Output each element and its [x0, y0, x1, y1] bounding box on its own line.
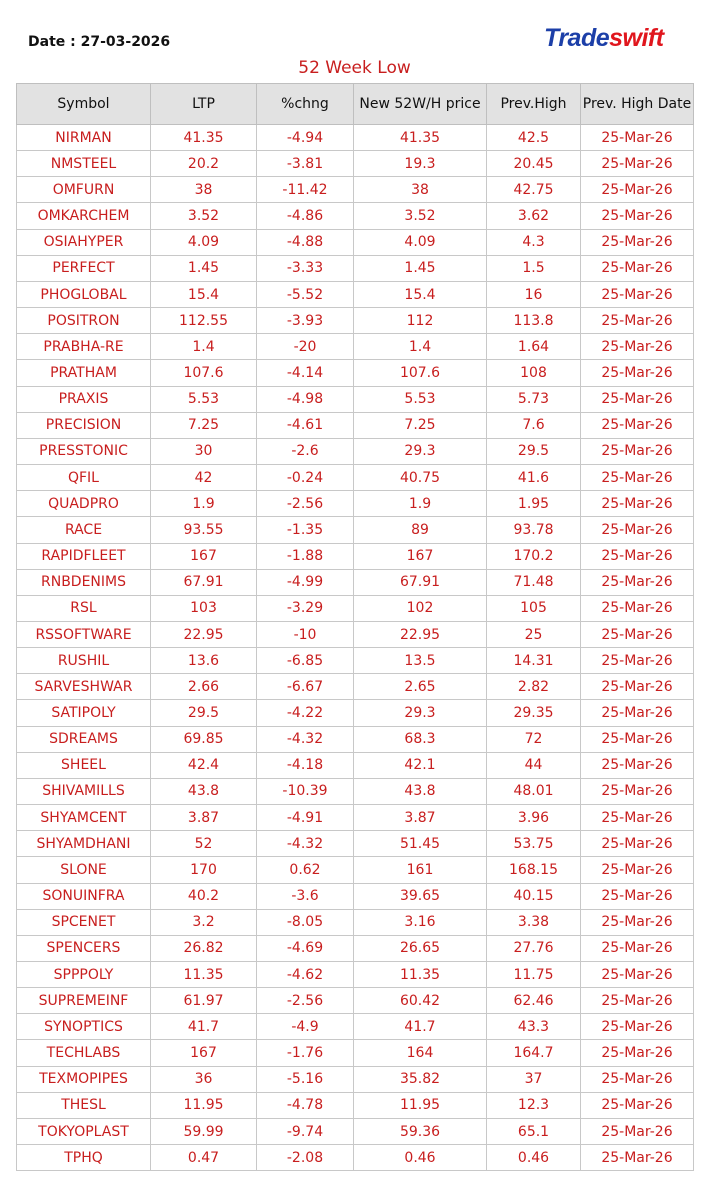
cell-prev-high-date: 25-Mar-26 — [581, 726, 694, 752]
cell-ltp: 43.8 — [151, 778, 257, 804]
cell-symbol: SHYAMCENT — [17, 805, 151, 831]
cell-prev-high-date: 25-Mar-26 — [581, 857, 694, 883]
cell-new-52w-price: 43.8 — [354, 778, 487, 804]
cell-ltp: 1.45 — [151, 255, 257, 281]
cell-symbol: TEXMOPIPES — [17, 1066, 151, 1092]
cell-prev-high: 42.75 — [487, 177, 581, 203]
cell-prev-high-date: 25-Mar-26 — [581, 543, 694, 569]
cell-symbol: NIRMAN — [17, 125, 151, 151]
cell-ltp: 15.4 — [151, 281, 257, 307]
cell-prev-high: 7.6 — [487, 412, 581, 438]
cell-new-52w-price: 40.75 — [354, 465, 487, 491]
cell-prev-high-date: 25-Mar-26 — [581, 203, 694, 229]
cell-prev-high: 168.15 — [487, 857, 581, 883]
cell-new-52w-price: 29.3 — [354, 438, 487, 464]
cell-prev-high: 27.76 — [487, 935, 581, 961]
table-row — [17, 125, 694, 151]
cell-ltp: 103 — [151, 595, 257, 621]
cell-new-52w-price: 68.3 — [354, 726, 487, 752]
cell-change: -3.6 — [257, 883, 354, 909]
table-row — [17, 778, 694, 804]
cell-change: -10.39 — [257, 778, 354, 804]
cell-change: -4.62 — [257, 962, 354, 988]
cell-prev-high-date: 25-Mar-26 — [581, 621, 694, 647]
cell-prev-high-date: 25-Mar-26 — [581, 778, 694, 804]
cell-change: -4.78 — [257, 1092, 354, 1118]
cell-change: -2.08 — [257, 1145, 354, 1171]
cell-prev-high: 1.5 — [487, 255, 581, 281]
cell-prev-high: 5.73 — [487, 386, 581, 412]
logo-trade: Trade — [544, 24, 610, 52]
cell-new-52w-price: 167 — [354, 543, 487, 569]
cell-new-52w-price: 13.5 — [354, 648, 487, 674]
cell-symbol: OSIAHYPER — [17, 229, 151, 255]
cell-change: -9.74 — [257, 1118, 354, 1144]
cell-change: -2.56 — [257, 491, 354, 517]
table-row — [17, 1040, 694, 1066]
cell-ltp: 112.55 — [151, 308, 257, 334]
cell-prev-high-date: 25-Mar-26 — [581, 229, 694, 255]
cell-symbol: TOKYOPLAST — [17, 1118, 151, 1144]
cell-ltp: 3.87 — [151, 805, 257, 831]
table-row — [17, 700, 694, 726]
cell-prev-high: 3.38 — [487, 909, 581, 935]
table-row — [17, 857, 694, 883]
cell-new-52w-price: 41.7 — [354, 1014, 487, 1040]
cell-change: -4.14 — [257, 360, 354, 386]
cell-prev-high-date: 25-Mar-26 — [581, 1040, 694, 1066]
column-header-new-52w-price: New 52W/H price — [354, 84, 487, 125]
tradeswift-logo — [544, 24, 664, 53]
cell-new-52w-price: 51.45 — [354, 831, 487, 857]
cell-prev-high: 11.75 — [487, 962, 581, 988]
cell-symbol: SUPREMEINF — [17, 988, 151, 1014]
cell-ltp: 170 — [151, 857, 257, 883]
table-row — [17, 203, 694, 229]
cell-change: -4.69 — [257, 935, 354, 961]
cell-symbol: QUADPRO — [17, 491, 151, 517]
cell-new-52w-price: 38 — [354, 177, 487, 203]
table-row — [17, 386, 694, 412]
cell-change: -3.81 — [257, 151, 354, 177]
cell-prev-high: 2.82 — [487, 674, 581, 700]
cell-prev-high: 25 — [487, 621, 581, 647]
cell-prev-high-date: 25-Mar-26 — [581, 151, 694, 177]
column-header-change: %chng — [257, 84, 354, 125]
cell-ltp: 167 — [151, 543, 257, 569]
cell-symbol: RUSHIL — [17, 648, 151, 674]
cell-symbol: PRESSTONIC — [17, 438, 151, 464]
cell-prev-high: 93.78 — [487, 517, 581, 543]
cell-ltp: 29.5 — [151, 700, 257, 726]
cell-prev-high: 29.35 — [487, 700, 581, 726]
table-body — [17, 125, 694, 1171]
cell-prev-high-date: 25-Mar-26 — [581, 1118, 694, 1144]
cell-prev-high: 16 — [487, 281, 581, 307]
cell-change: -10 — [257, 621, 354, 647]
cell-new-52w-price: 161 — [354, 857, 487, 883]
cell-change: -4.91 — [257, 805, 354, 831]
cell-ltp: 13.6 — [151, 648, 257, 674]
cell-change: -4.18 — [257, 752, 354, 778]
cell-symbol: SYNOPTICS — [17, 1014, 151, 1040]
cell-new-52w-price: 41.35 — [354, 125, 487, 151]
cell-change: -5.52 — [257, 281, 354, 307]
table-row — [17, 334, 694, 360]
table-row — [17, 1014, 694, 1040]
cell-new-52w-price: 1.4 — [354, 334, 487, 360]
report-date: Date : 27-03-2026 — [28, 34, 171, 50]
cell-prev-high: 3.62 — [487, 203, 581, 229]
cell-new-52w-price: 1.9 — [354, 491, 487, 517]
cell-ltp: 1.9 — [151, 491, 257, 517]
cell-prev-high: 42.5 — [487, 125, 581, 151]
cell-prev-high: 3.96 — [487, 805, 581, 831]
cell-change: -4.94 — [257, 125, 354, 151]
cell-ltp: 7.25 — [151, 412, 257, 438]
cell-symbol: RNBDENIMS — [17, 569, 151, 595]
cell-new-52w-price: 102 — [354, 595, 487, 621]
cell-prev-high: 53.75 — [487, 831, 581, 857]
cell-change: -4.88 — [257, 229, 354, 255]
cell-ltp: 40.2 — [151, 883, 257, 909]
cell-symbol: THESL — [17, 1092, 151, 1118]
column-header-ltp: LTP — [151, 84, 257, 125]
week-low-table — [16, 83, 694, 1171]
cell-prev-high-date: 25-Mar-26 — [581, 1092, 694, 1118]
cell-new-52w-price: 19.3 — [354, 151, 487, 177]
cell-change: -6.67 — [257, 674, 354, 700]
cell-prev-high: 20.45 — [487, 151, 581, 177]
cell-prev-high-date: 25-Mar-26 — [581, 831, 694, 857]
cell-ltp: 0.47 — [151, 1145, 257, 1171]
cell-change: -4.61 — [257, 412, 354, 438]
cell-prev-high: 113.8 — [487, 308, 581, 334]
cell-ltp: 20.2 — [151, 151, 257, 177]
cell-symbol: SHEEL — [17, 752, 151, 778]
cell-new-52w-price: 59.36 — [354, 1118, 487, 1144]
cell-symbol: QFIL — [17, 465, 151, 491]
cell-prev-high-date: 25-Mar-26 — [581, 438, 694, 464]
cell-prev-high-date: 25-Mar-26 — [581, 517, 694, 543]
cell-ltp: 1.4 — [151, 334, 257, 360]
cell-symbol: SHIVAMILLS — [17, 778, 151, 804]
cell-prev-high: 105 — [487, 595, 581, 621]
cell-symbol: SPPPOLY — [17, 962, 151, 988]
cell-symbol: OMKARCHEM — [17, 203, 151, 229]
cell-new-52w-price: 3.52 — [354, 203, 487, 229]
cell-ltp: 11.95 — [151, 1092, 257, 1118]
cell-change: -20 — [257, 334, 354, 360]
cell-symbol: TPHQ — [17, 1145, 151, 1171]
cell-ltp: 167 — [151, 1040, 257, 1066]
cell-symbol: RACE — [17, 517, 151, 543]
cell-prev-high: 41.6 — [487, 465, 581, 491]
cell-new-52w-price: 11.35 — [354, 962, 487, 988]
cell-symbol: RSSOFTWARE — [17, 621, 151, 647]
cell-new-52w-price: 39.65 — [354, 883, 487, 909]
cell-prev-high: 170.2 — [487, 543, 581, 569]
cell-ltp: 52 — [151, 831, 257, 857]
table-row — [17, 177, 694, 203]
cell-change: -2.6 — [257, 438, 354, 464]
cell-ltp: 59.99 — [151, 1118, 257, 1144]
cell-prev-high: 164.7 — [487, 1040, 581, 1066]
table-row — [17, 281, 694, 307]
cell-symbol: PRECISION — [17, 412, 151, 438]
cell-new-52w-price: 4.09 — [354, 229, 487, 255]
table-row — [17, 517, 694, 543]
cell-ltp: 26.82 — [151, 935, 257, 961]
cell-prev-high: 72 — [487, 726, 581, 752]
cell-prev-high-date: 25-Mar-26 — [581, 1014, 694, 1040]
cell-prev-high-date: 25-Mar-26 — [581, 988, 694, 1014]
column-header-prev-high-date: Prev. High Date — [581, 84, 694, 125]
cell-change: -4.9 — [257, 1014, 354, 1040]
cell-prev-high-date: 25-Mar-26 — [581, 648, 694, 674]
table-row — [17, 412, 694, 438]
table-header-row — [17, 84, 694, 125]
cell-new-52w-price: 107.6 — [354, 360, 487, 386]
cell-ltp: 11.35 — [151, 962, 257, 988]
cell-prev-high-date: 25-Mar-26 — [581, 595, 694, 621]
cell-symbol: POSITRON — [17, 308, 151, 334]
table-row — [17, 752, 694, 778]
cell-change: -4.22 — [257, 700, 354, 726]
table-row — [17, 962, 694, 988]
cell-new-52w-price: 112 — [354, 308, 487, 334]
cell-new-52w-price: 67.91 — [354, 569, 487, 595]
cell-symbol: SARVESHWAR — [17, 674, 151, 700]
cell-ltp: 42 — [151, 465, 257, 491]
cell-change: -11.42 — [257, 177, 354, 203]
cell-ltp: 38 — [151, 177, 257, 203]
cell-symbol: SPCENET — [17, 909, 151, 935]
cell-prev-high: 29.5 — [487, 438, 581, 464]
cell-prev-high: 108 — [487, 360, 581, 386]
cell-ltp: 22.95 — [151, 621, 257, 647]
cell-prev-high: 0.46 — [487, 1145, 581, 1171]
cell-prev-high: 12.3 — [487, 1092, 581, 1118]
cell-new-52w-price: 7.25 — [354, 412, 487, 438]
cell-change: -1.88 — [257, 543, 354, 569]
cell-prev-high-date: 25-Mar-26 — [581, 752, 694, 778]
cell-prev-high-date: 25-Mar-26 — [581, 334, 694, 360]
table-row — [17, 465, 694, 491]
cell-symbol: PRAXIS — [17, 386, 151, 412]
cell-change: -3.33 — [257, 255, 354, 281]
cell-change: -1.76 — [257, 1040, 354, 1066]
cell-prev-high: 48.01 — [487, 778, 581, 804]
cell-prev-high-date: 25-Mar-26 — [581, 962, 694, 988]
cell-new-52w-price: 89 — [354, 517, 487, 543]
cell-prev-high: 44 — [487, 752, 581, 778]
table-row — [17, 595, 694, 621]
cell-prev-high-date: 25-Mar-26 — [581, 569, 694, 595]
table-row — [17, 1145, 694, 1171]
cell-prev-high-date: 25-Mar-26 — [581, 308, 694, 334]
cell-prev-high-date: 25-Mar-26 — [581, 491, 694, 517]
cell-ltp: 69.85 — [151, 726, 257, 752]
cell-new-52w-price: 164 — [354, 1040, 487, 1066]
cell-new-52w-price: 22.95 — [354, 621, 487, 647]
cell-new-52w-price: 35.82 — [354, 1066, 487, 1092]
cell-symbol: PHOGLOBAL — [17, 281, 151, 307]
cell-change: -3.93 — [257, 308, 354, 334]
cell-prev-high: 71.48 — [487, 569, 581, 595]
cell-prev-high-date: 25-Mar-26 — [581, 465, 694, 491]
cell-change: -4.32 — [257, 831, 354, 857]
cell-new-52w-price: 0.46 — [354, 1145, 487, 1171]
cell-prev-high: 62.46 — [487, 988, 581, 1014]
cell-prev-high-date: 25-Mar-26 — [581, 674, 694, 700]
cell-symbol: SHYAMDHANI — [17, 831, 151, 857]
cell-prev-high-date: 25-Mar-26 — [581, 386, 694, 412]
cell-prev-high: 43.3 — [487, 1014, 581, 1040]
cell-symbol: TECHLABS — [17, 1040, 151, 1066]
table-row — [17, 1118, 694, 1144]
cell-prev-high-date: 25-Mar-26 — [581, 255, 694, 281]
cell-change: -4.98 — [257, 386, 354, 412]
table-row — [17, 438, 694, 464]
cell-ltp: 42.4 — [151, 752, 257, 778]
cell-change: -6.85 — [257, 648, 354, 674]
cell-change: -5.16 — [257, 1066, 354, 1092]
cell-new-52w-price: 42.1 — [354, 752, 487, 778]
cell-new-52w-price: 1.45 — [354, 255, 487, 281]
cell-ltp: 93.55 — [151, 517, 257, 543]
cell-symbol: RAPIDFLEET — [17, 543, 151, 569]
table-row — [17, 151, 694, 177]
cell-new-52w-price: 5.53 — [354, 386, 487, 412]
table-row — [17, 491, 694, 517]
table-row — [17, 909, 694, 935]
cell-change: 0.62 — [257, 857, 354, 883]
table-row — [17, 569, 694, 595]
table-row — [17, 831, 694, 857]
table-row — [17, 674, 694, 700]
cell-prev-high: 4.3 — [487, 229, 581, 255]
cell-ltp: 2.66 — [151, 674, 257, 700]
cell-change: -4.99 — [257, 569, 354, 595]
cell-change: -3.29 — [257, 595, 354, 621]
table-row — [17, 805, 694, 831]
table-row — [17, 360, 694, 386]
cell-symbol: PERFECT — [17, 255, 151, 281]
cell-ltp: 36 — [151, 1066, 257, 1092]
cell-new-52w-price: 26.65 — [354, 935, 487, 961]
cell-prev-high-date: 25-Mar-26 — [581, 125, 694, 151]
cell-symbol: SONUINFRA — [17, 883, 151, 909]
cell-prev-high: 65.1 — [487, 1118, 581, 1144]
report-title: 52 Week Low — [298, 58, 411, 78]
table-row — [17, 883, 694, 909]
cell-prev-high-date: 25-Mar-26 — [581, 412, 694, 438]
cell-ltp: 41.7 — [151, 1014, 257, 1040]
cell-symbol: RSL — [17, 595, 151, 621]
cell-prev-high: 1.95 — [487, 491, 581, 517]
cell-change: -1.35 — [257, 517, 354, 543]
cell-prev-high-date: 25-Mar-26 — [581, 883, 694, 909]
cell-prev-high-date: 25-Mar-26 — [581, 805, 694, 831]
cell-symbol: PRATHAM — [17, 360, 151, 386]
cell-symbol: SDREAMS — [17, 726, 151, 752]
table-row — [17, 648, 694, 674]
cell-prev-high-date: 25-Mar-26 — [581, 935, 694, 961]
cell-symbol: SLONE — [17, 857, 151, 883]
cell-symbol: SATIPOLY — [17, 700, 151, 726]
cell-prev-high-date: 25-Mar-26 — [581, 1066, 694, 1092]
cell-prev-high-date: 25-Mar-26 — [581, 360, 694, 386]
cell-change: -0.24 — [257, 465, 354, 491]
cell-symbol: OMFURN — [17, 177, 151, 203]
table-row — [17, 988, 694, 1014]
cell-prev-high: 1.64 — [487, 334, 581, 360]
cell-ltp: 5.53 — [151, 386, 257, 412]
cell-prev-high-date: 25-Mar-26 — [581, 700, 694, 726]
cell-ltp: 3.52 — [151, 203, 257, 229]
cell-ltp: 107.6 — [151, 360, 257, 386]
cell-ltp: 61.97 — [151, 988, 257, 1014]
table-row — [17, 1066, 694, 1092]
logo-swift: swift — [609, 24, 664, 52]
cell-ltp: 3.2 — [151, 909, 257, 935]
column-header-symbol: Symbol — [17, 84, 151, 125]
cell-symbol: NMSTEEL — [17, 151, 151, 177]
cell-prev-high-date: 25-Mar-26 — [581, 1145, 694, 1171]
table-row — [17, 308, 694, 334]
table-row — [17, 935, 694, 961]
cell-prev-high-date: 25-Mar-26 — [581, 909, 694, 935]
cell-change: -4.32 — [257, 726, 354, 752]
cell-new-52w-price: 60.42 — [354, 988, 487, 1014]
cell-prev-high-date: 25-Mar-26 — [581, 177, 694, 203]
cell-new-52w-price: 11.95 — [354, 1092, 487, 1118]
cell-prev-high: 40.15 — [487, 883, 581, 909]
cell-prev-high: 14.31 — [487, 648, 581, 674]
table-row — [17, 255, 694, 281]
cell-ltp: 4.09 — [151, 229, 257, 255]
table-row — [17, 726, 694, 752]
cell-new-52w-price: 29.3 — [354, 700, 487, 726]
cell-new-52w-price: 3.16 — [354, 909, 487, 935]
cell-change: -4.86 — [257, 203, 354, 229]
cell-prev-high: 37 — [487, 1066, 581, 1092]
cell-ltp: 41.35 — [151, 125, 257, 151]
cell-prev-high-date: 25-Mar-26 — [581, 281, 694, 307]
cell-new-52w-price: 2.65 — [354, 674, 487, 700]
cell-symbol: PRABHA-RE — [17, 334, 151, 360]
cell-ltp: 67.91 — [151, 569, 257, 595]
cell-change: -8.05 — [257, 909, 354, 935]
table-row — [17, 229, 694, 255]
table-row — [17, 543, 694, 569]
cell-change: -2.56 — [257, 988, 354, 1014]
cell-ltp: 30 — [151, 438, 257, 464]
cell-new-52w-price: 3.87 — [354, 805, 487, 831]
column-header-prev-high: Prev.High — [487, 84, 581, 125]
cell-new-52w-price: 15.4 — [354, 281, 487, 307]
table-row — [17, 621, 694, 647]
table-row — [17, 1092, 694, 1118]
cell-symbol: SPENCERS — [17, 935, 151, 961]
